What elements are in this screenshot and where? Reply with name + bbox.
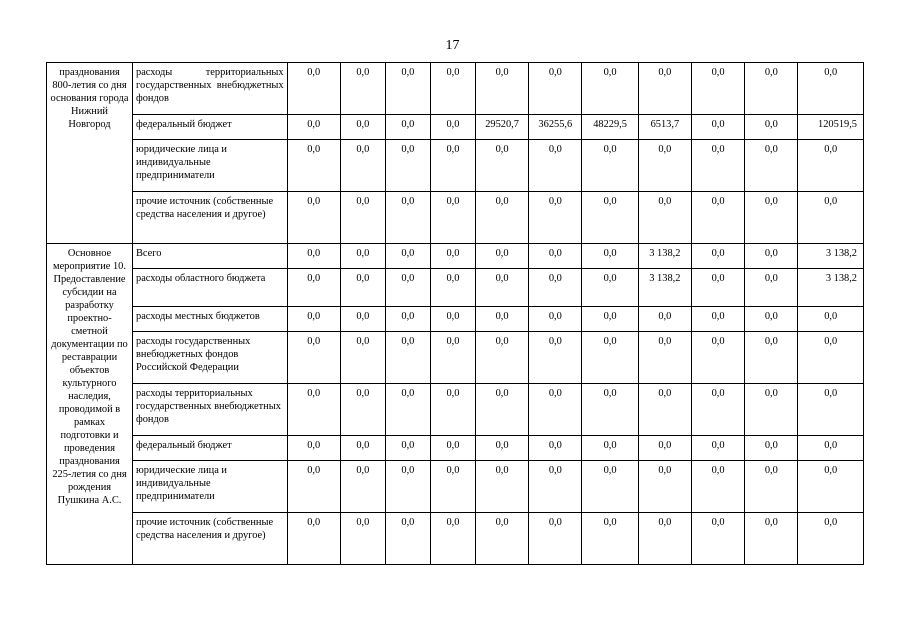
value-cell: 0,0	[529, 307, 582, 332]
value-cell: 3 138,2	[798, 269, 864, 307]
value-cell: 0,0	[638, 461, 691, 513]
funding-table	[46, 62, 864, 565]
value-cell: 0,0	[529, 140, 582, 192]
value-cell: 0,0	[475, 384, 528, 436]
value-cell: 0,0	[529, 436, 582, 461]
value-cell: 0,0	[582, 384, 638, 436]
funding-source-cell: юридические лица и индивидуальные предприниматели	[133, 140, 288, 192]
value-cell: 0,0	[745, 63, 798, 115]
value-cell: 0,0	[745, 244, 798, 269]
value-cell: 0,0	[287, 244, 340, 269]
value-cell: 0,0	[340, 461, 385, 513]
value-cell: 0,0	[745, 384, 798, 436]
value-cell: 0,0	[638, 192, 691, 244]
value-cell: 0,0	[529, 244, 582, 269]
table-row	[47, 115, 864, 140]
value-cell: 0,0	[691, 436, 744, 461]
funding-source-cell: прочие источник (собственные средства населения и другое)	[133, 513, 288, 565]
value-cell: 0,0	[798, 436, 864, 461]
value-cell: 0,0	[745, 332, 798, 384]
value-cell: 0,0	[385, 115, 430, 140]
value-cell: 0,0	[798, 192, 864, 244]
value-cell: 0,0	[385, 140, 430, 192]
value-cell: 0,0	[430, 244, 475, 269]
value-cell: 0,0	[582, 192, 638, 244]
value-cell: 0,0	[529, 269, 582, 307]
table-row	[47, 436, 864, 461]
funding-source-cell: расходы местных бюджетов	[133, 307, 288, 332]
value-cell: 3 138,2	[638, 244, 691, 269]
value-cell: 0,0	[385, 513, 430, 565]
value-cell: 0,0	[287, 192, 340, 244]
value-cell: 0,0	[475, 513, 528, 565]
table-row	[47, 244, 864, 269]
value-cell: 0,0	[745, 192, 798, 244]
value-cell: 0,0	[691, 244, 744, 269]
table-row	[47, 513, 864, 565]
value-cell: 0,0	[691, 307, 744, 332]
value-cell: 3 138,2	[798, 244, 864, 269]
value-cell: 0,0	[582, 513, 638, 565]
value-cell: 0,0	[340, 244, 385, 269]
value-cell: 0,0	[340, 513, 385, 565]
table-row	[47, 63, 864, 115]
value-cell: 0,0	[745, 307, 798, 332]
value-cell: 0,0	[691, 513, 744, 565]
value-cell: 0,0	[287, 461, 340, 513]
value-cell: 0,0	[430, 192, 475, 244]
page-number: 17	[445, 38, 460, 53]
value-cell: 0,0	[745, 513, 798, 565]
value-cell: 6513,7	[638, 115, 691, 140]
value-cell: 0,0	[691, 115, 744, 140]
value-cell: 0,0	[638, 307, 691, 332]
value-cell: 0,0	[430, 115, 475, 140]
value-cell: 0,0	[385, 269, 430, 307]
table-row	[47, 269, 864, 307]
value-cell: 0,0	[385, 436, 430, 461]
value-cell: 0,0	[582, 461, 638, 513]
value-cell: 0,0	[798, 332, 864, 384]
funding-table-body	[47, 63, 864, 565]
value-cell: 0,0	[798, 384, 864, 436]
value-cell: 0,0	[385, 384, 430, 436]
value-cell: 0,0	[691, 63, 744, 115]
value-cell: 0,0	[287, 513, 340, 565]
value-cell: 0,0	[745, 436, 798, 461]
funding-source-cell: расходы территориальных государственных внебюджетных фондов	[133, 63, 288, 115]
value-cell: 0,0	[385, 332, 430, 384]
value-cell: 0,0	[745, 115, 798, 140]
value-cell: 0,0	[430, 269, 475, 307]
value-cell: 0,0	[475, 332, 528, 384]
funding-source-cell: федеральный бюджет	[133, 115, 288, 140]
value-cell: 0,0	[287, 63, 340, 115]
value-cell: 0,0	[638, 436, 691, 461]
value-cell: 0,0	[287, 115, 340, 140]
value-cell: 0,0	[638, 140, 691, 192]
value-cell: 0,0	[385, 192, 430, 244]
value-cell: 0,0	[287, 269, 340, 307]
value-cell: 0,0	[529, 461, 582, 513]
value-cell: 0,0	[340, 307, 385, 332]
value-cell: 0,0	[798, 140, 864, 192]
value-cell: 0,0	[638, 384, 691, 436]
value-cell: 29520,7	[475, 115, 528, 140]
value-cell: 0,0	[582, 63, 638, 115]
funding-source-cell: федеральный бюджет	[133, 436, 288, 461]
value-cell: 0,0	[638, 63, 691, 115]
value-cell: 0,0	[340, 140, 385, 192]
value-cell: 0,0	[287, 140, 340, 192]
value-cell: 0,0	[529, 384, 582, 436]
funding-source-cell: расходы территориальных государственных внебюджетных фондов	[133, 384, 288, 436]
funding-source-cell: Всего	[133, 244, 288, 269]
funding-source-cell: прочие источник (собственные средства населения и другое)	[133, 192, 288, 244]
value-cell: 0,0	[638, 332, 691, 384]
value-cell: 0,0	[582, 436, 638, 461]
value-cell: 0,0	[340, 192, 385, 244]
value-cell: 0,0	[691, 192, 744, 244]
value-cell: 0,0	[475, 461, 528, 513]
value-cell: 0,0	[582, 307, 638, 332]
value-cell: 0,0	[287, 384, 340, 436]
table-row	[47, 140, 864, 192]
value-cell: 0,0	[798, 63, 864, 115]
value-cell: 0,0	[430, 384, 475, 436]
value-cell: 0,0	[529, 332, 582, 384]
value-cell: 0,0	[340, 384, 385, 436]
value-cell: 0,0	[430, 307, 475, 332]
value-cell: 0,0	[340, 332, 385, 384]
measure-name-cell: празднования 800-летия со дня основания города Нижний Новгород	[47, 63, 133, 244]
value-cell: 0,0	[430, 436, 475, 461]
value-cell: 0,0	[582, 332, 638, 384]
value-cell: 48229,5	[582, 115, 638, 140]
value-cell: 0,0	[582, 140, 638, 192]
value-cell: 0,0	[638, 513, 691, 565]
value-cell: 0,0	[287, 436, 340, 461]
value-cell: 0,0	[430, 332, 475, 384]
table-row	[47, 307, 864, 332]
value-cell: 0,0	[430, 461, 475, 513]
value-cell: 0,0	[745, 269, 798, 307]
value-cell: 0,0	[798, 513, 864, 565]
funding-source-cell: расходы государственных внебюджетных фондов Российской Федерации	[133, 332, 288, 384]
value-cell: 36255,6	[529, 115, 582, 140]
value-cell: 0,0	[385, 63, 430, 115]
funding-source-cell: расходы областного бюджета	[133, 269, 288, 307]
value-cell: 0,0	[430, 63, 475, 115]
value-cell: 0,0	[385, 244, 430, 269]
value-cell: 0,0	[691, 461, 744, 513]
value-cell: 0,0	[475, 436, 528, 461]
value-cell: 0,0	[385, 307, 430, 332]
value-cell: 0,0	[475, 192, 528, 244]
value-cell: 0,0	[340, 436, 385, 461]
value-cell: 0,0	[798, 307, 864, 332]
value-cell: 0,0	[691, 140, 744, 192]
value-cell: 0,0	[430, 140, 475, 192]
value-cell: 0,0	[475, 63, 528, 115]
value-cell: 0,0	[385, 461, 430, 513]
value-cell: 0,0	[529, 513, 582, 565]
value-cell: 0,0	[340, 63, 385, 115]
table-row	[47, 332, 864, 384]
value-cell: 0,0	[475, 140, 528, 192]
value-cell: 0,0	[529, 192, 582, 244]
value-cell: 0,0	[529, 63, 582, 115]
value-cell: 0,0	[745, 140, 798, 192]
value-cell: 0,0	[475, 307, 528, 332]
table-row	[47, 384, 864, 436]
value-cell: 0,0	[582, 244, 638, 269]
funding-source-cell: юридические лица и индивидуальные предприниматели	[133, 461, 288, 513]
value-cell: 0,0	[430, 513, 475, 565]
value-cell: 3 138,2	[638, 269, 691, 307]
value-cell: 0,0	[287, 307, 340, 332]
table-row	[47, 461, 864, 513]
value-cell: 0,0	[691, 269, 744, 307]
value-cell: 0,0	[691, 332, 744, 384]
value-cell: 0,0	[475, 244, 528, 269]
value-cell: 0,0	[582, 269, 638, 307]
value-cell: 0,0	[798, 461, 864, 513]
measure-name-cell: Основное мероприятие 10. Предоставление субсидии на разработку проектно-сметной документации по реставрации объектов культурного наследия, проводимой в рамках подготовки и проведения празднования 225-летия со дня рождения Пушкина А.С.	[47, 244, 133, 565]
value-cell: 0,0	[745, 461, 798, 513]
value-cell: 0,0	[287, 332, 340, 384]
value-cell: 0,0	[475, 269, 528, 307]
value-cell: 0,0	[340, 115, 385, 140]
value-cell: 120519,5	[798, 115, 864, 140]
value-cell: 0,0	[691, 384, 744, 436]
table-row	[47, 192, 864, 244]
value-cell: 0,0	[340, 269, 385, 307]
